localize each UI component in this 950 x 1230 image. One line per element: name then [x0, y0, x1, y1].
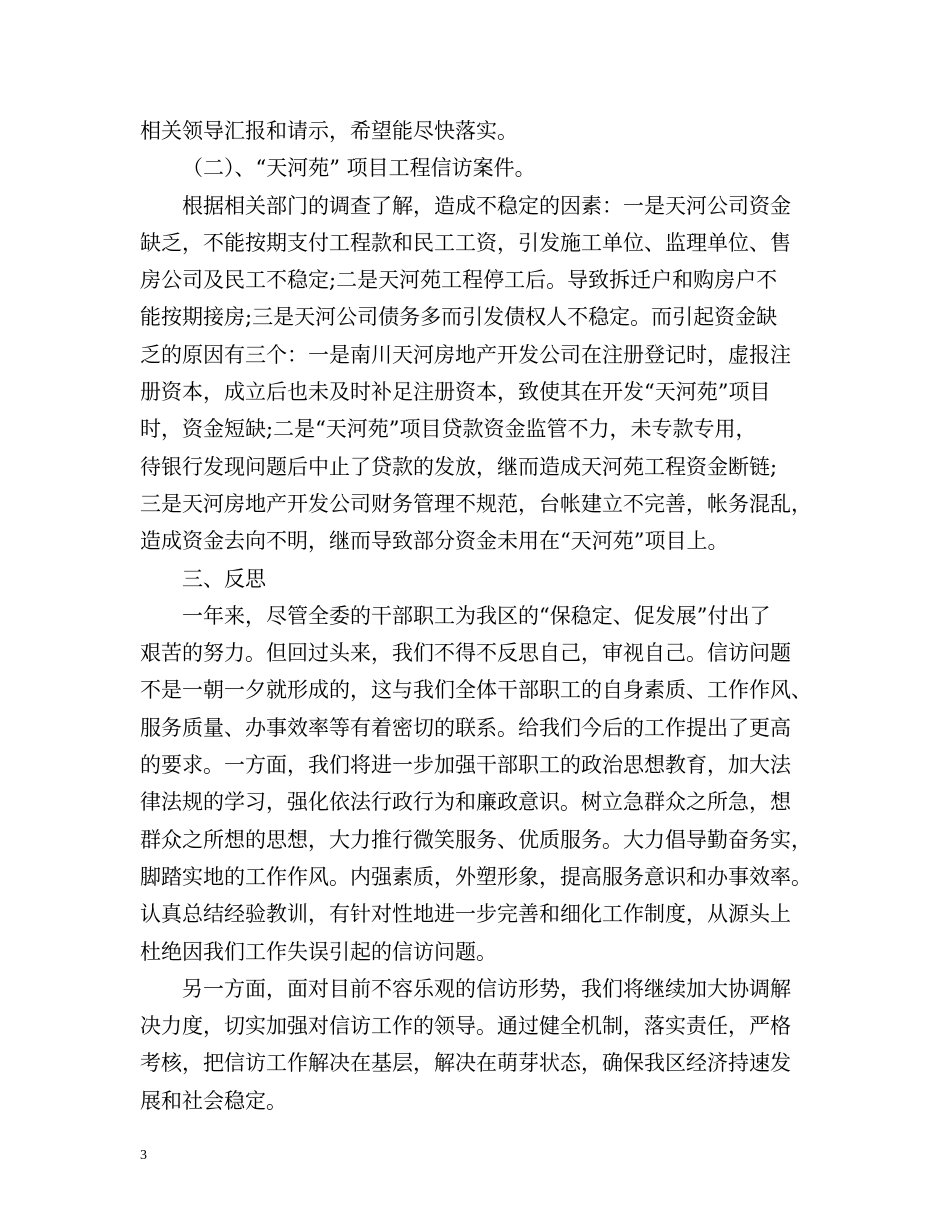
text-line: 艰苦的努力。但回过头来，我们不得不反思自己，审视自己。信访问题 — [140, 641, 791, 666]
text-line: 不是一朝一夕就形成的，这与我们全体干部职工的自身素质、工作作风、 — [140, 678, 812, 703]
text-line: 根据相关部门的调查了解，造成不稳定的因素：一是天河公司资金 — [182, 193, 791, 218]
text-line: 律法规的学习，强化依法行政行为和廉政意识。树立急群众之所急，想 — [140, 790, 791, 815]
text-line: 脚踏实地的工作作风。内强素质，外塑形象，提高服务意识和办事效率。 — [140, 864, 812, 889]
text-line: 时，资金短缺;二是“天河苑”项目贷款资金监管不力，未专款专用， — [140, 417, 757, 442]
text-line: （二）、“天河苑” 项目工程信访案件。 — [182, 156, 536, 181]
text-line: 乏的原因有三个：一是南川天河房地产开发公司在注册登记时，虚报注 — [140, 342, 791, 367]
text-line: 能按期接房;三是天河公司债务多而引发债权人不稳定。而引起资金缺 — [140, 305, 778, 330]
text-line: 另一方面，面对目前不容乐观的信访形势，我们将继续加大协调解 — [182, 976, 791, 1001]
text-line: 考核，把信访工作解决在基层，解决在萌芽状态，确保我区经济持速发 — [140, 1051, 791, 1076]
text-line: 待银行发现问题后中止了贷款的发放，继而造成天河苑工程资金断链; — [140, 454, 778, 479]
text-line: 相关领导汇报和请示，希望能尽快落实。 — [140, 119, 518, 143]
text-line: 一年来，尽管全委的干部职工为我区的“保稳定、促发展”付出了 — [182, 603, 771, 628]
text-line: 造成资金去向不明，继而导致部分资金未用在“天河苑”项目上。 — [140, 529, 729, 554]
page-number: 3 — [140, 1148, 147, 1163]
text-line: 杜绝因我们工作失误引起的信访问题。 — [140, 939, 497, 964]
text-line: 缺乏，不能按期支付工程款和民工工资，引发施工单位、监理单位、售 — [140, 230, 791, 255]
text-line: 展和社会稳定。 — [140, 1088, 287, 1113]
section-heading: 三、反思 — [182, 566, 266, 591]
text-line: 群众之所想的思想，大力推行微笑服务、优质服务。大力倡导勤奋务实， — [140, 827, 812, 852]
text-line: 决力度，切实加强对信访工作的领导。通过健全机制，落实责任，严格 — [140, 1014, 791, 1039]
text-line: 认真总结经验教训，有针对性地进一步完善和细化工作制度，从源头上 — [140, 902, 791, 927]
text-line: 房公司及民工不稳定;二是天河苑工程停工后。导致拆迁户和购房户不 — [140, 268, 778, 293]
text-line: 三是天河房地产开发公司财务管理不规范，台帐建立不完善，帐务混乱， — [140, 491, 812, 516]
text-line: 服务质量、办事效率等有着密切的联系。给我们今后的工作提出了更高 — [140, 715, 791, 740]
body-text — [140, 113, 830, 1120]
text-line: 册资本，成立后也未及时补足注册资本，致使其在开发“天河苑”项目 — [140, 380, 771, 405]
text-line: 的要求。一方面，我们将进一步加强干部职工的政治思想教育，加大法 — [140, 753, 791, 778]
